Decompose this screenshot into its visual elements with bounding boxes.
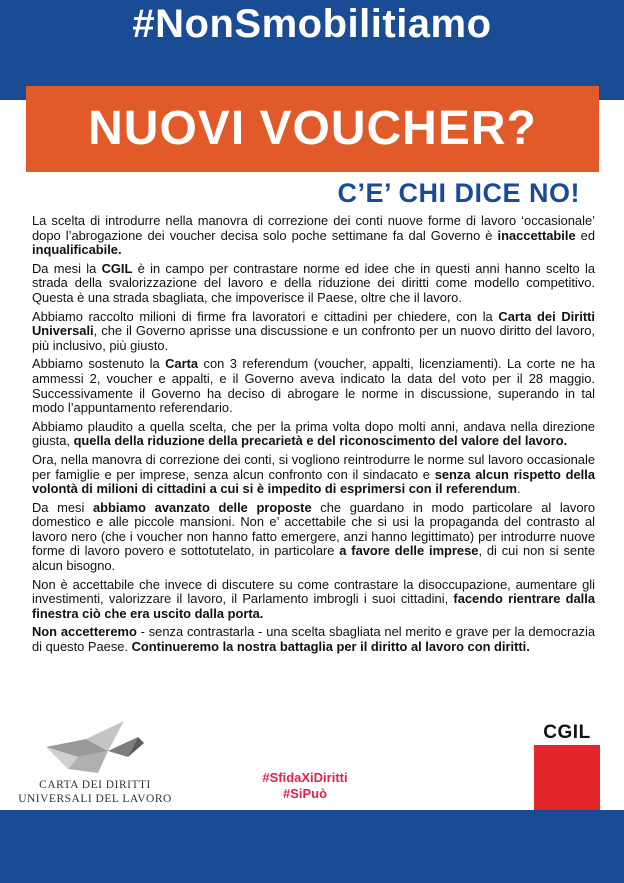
text-run: ed [575, 227, 595, 243]
hashtags [230, 770, 380, 802]
body-paragraph [32, 310, 595, 354]
body-paragraph [32, 420, 595, 449]
text-run: Abbiamo raccolto milioni di firme fra lavoratori e cittadini per chiedere, con la [32, 308, 499, 324]
bold-run: a favore delle imprese [339, 543, 479, 559]
text-run: con 3 referendum (voucher, appalti, licenziamenti). La corte ne ha ammessi 2, voucher e appalti, e il Governo aveva indicato la data del voto per il 28 maggio. Successivamente il Governo ha deciso di abrogare le norme in discussione, superando in tal modo l’appuntamento referendario. [32, 356, 595, 416]
text-run: - senza contrastarla - una scelta sbagliata nel merito e grave per la democrazia di questo Paese. [32, 624, 596, 655]
headline-text: NUOVI VOUCHER? [88, 102, 537, 155]
text-run: Abbiamo plaudito a quella scelta, che per la prima volta dopo molti anni, andava nella direzione giusta, [32, 418, 595, 449]
text-run: La scelta di introdurre nella manovra di correzione dei conti nuove forme di lavoro ‘occasionale’ dopo l’abrogazione dei voucher decisa solo poche settimane fa dal Governo è [32, 213, 595, 243]
text-run: , di cui non si sente alcun bisogno. [32, 543, 596, 574]
text-run: che guardano in modo particolare al lavoro domestico e alle piccole mansioni. Non e’ accettabile che si usi la propaganda del contrasto al lavoro nero (che i voucher non hanno fatto emergere, anzi hanno legittimato) per introdurre nuove forme di lavoro povero e sottotutelato, in particolare [32, 499, 596, 559]
text-run: Da mesi la [32, 260, 102, 276]
cgil-logo-text: CGIL [543, 722, 591, 743]
bold-run: senza alcun rispetto della volontà di milioni di cittadini a cui si è impedito di esprimersi con il referendum [32, 466, 595, 497]
text-run: Ora, nella manovra di correzione dei conti, si vogliono reintrodurre le norme sul lavoro occasionale per famiglie e per imprese, senza alcun confronto con il sindacato e [32, 451, 595, 482]
bold-run: CGIL [101, 260, 133, 276]
text-run: Da mesi [32, 499, 93, 515]
body-paragraph [32, 357, 595, 415]
body-text [32, 214, 595, 659]
carta-diritti-logo [10, 717, 180, 807]
bold-run: Non accetteremo [32, 624, 137, 640]
bold-run: Continueremo la nostra battaglia per il diritto al lavoro con diritti. [131, 639, 530, 655]
text-run: Non è accettabile che invece di discutere su come contrastare la disoccupazione, aumentare gli investimenti, valorizzare il lavoro, il Parlamento imbrogli i suoi cittadini, [32, 576, 595, 607]
body-paragraph [32, 453, 595, 497]
bold-run: inqualificabile. [32, 242, 122, 258]
bold-run: Carta [165, 356, 199, 372]
bold-run: facendo rientrare dalla finestra ciò che era uscito dalla porta. [32, 591, 595, 621]
body-paragraph [32, 501, 595, 574]
hashtag-sipuo: #SiPuò [282, 786, 328, 801]
hashtag-title: #NonSmobilitiamo [132, 2, 492, 46]
bottom-blue-band [0, 810, 624, 883]
cgil-logo-square [534, 745, 600, 811]
origami-bird-icon [38, 717, 148, 777]
text-run: . [516, 481, 521, 497]
text-run: è in campo per contrastare norme ed idee che in questi anni hanno scelto la strada della svalorizzazione del lavoro e della riduzione dei diritti come modello competitivo. Questa è una strada sbagliata, che impoverisce il Paese, oltre che il lavoro. [32, 260, 595, 305]
subtitle: C’E’ CHI DICE NO! [337, 178, 580, 208]
logo-text-line1: CARTA DEI DIRITTI [39, 779, 151, 791]
hashtag-sfida: #SfidaXiDiritti [262, 770, 348, 785]
bold-run: abbiamo avanzato delle proposte [93, 499, 312, 515]
bold-run: inaccettabile [497, 227, 576, 243]
headline-banner [26, 86, 599, 172]
bold-run: Carta dei Diritti Universali [32, 308, 595, 339]
text-run: , che il Governo aprisse una discussione e un confronto per un nuovo diritto del lavoro, più inclusivo, più giusto. [32, 323, 595, 353]
text-run: Abbiamo sostenuto la [32, 356, 166, 372]
body-paragraph [32, 578, 595, 622]
body-paragraph [32, 625, 595, 654]
body-paragraph [32, 214, 595, 258]
body-paragraph [32, 262, 595, 306]
logo-text-line2: UNIVERSALI DEL LAVORO [18, 793, 172, 805]
bold-run: quella della riduzione della precarietà e del riconoscimento del valore del lavoro. [73, 433, 568, 449]
